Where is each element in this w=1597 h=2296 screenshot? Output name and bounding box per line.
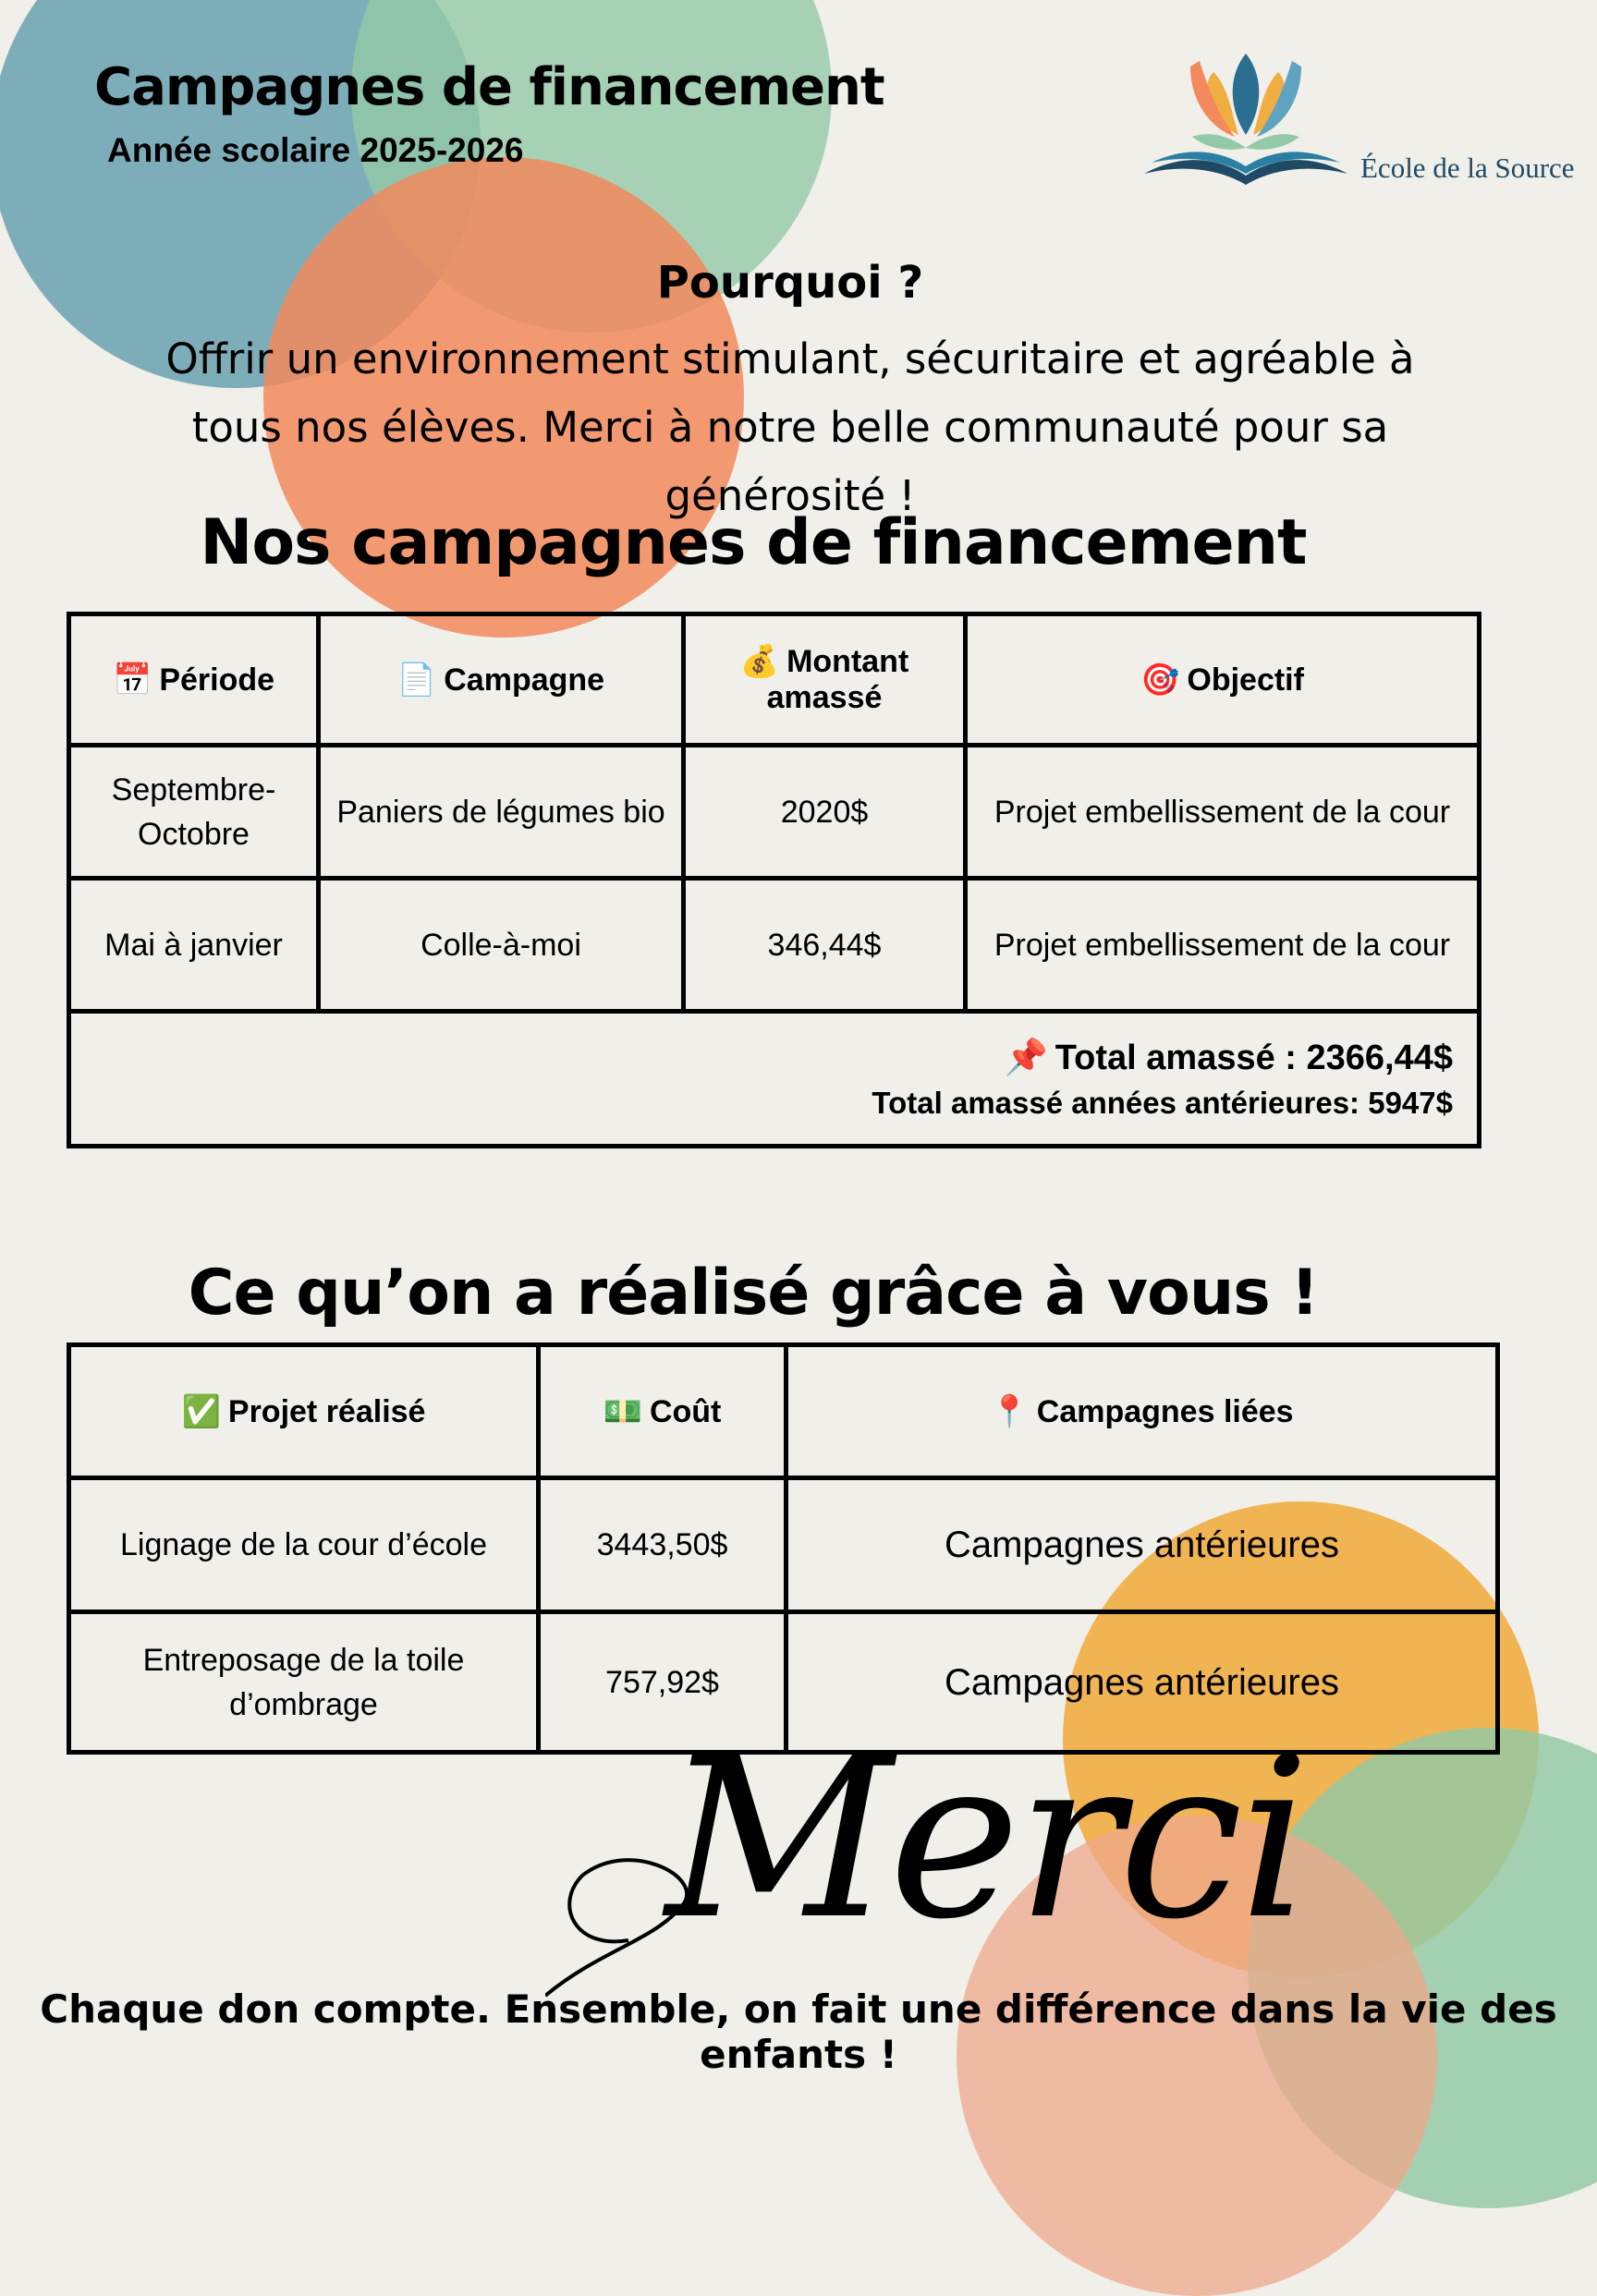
total-raised: 📌 Total amassé : 2366,44$ (80, 1033, 1453, 1082)
cell-period: Septembre-Octobre (69, 746, 319, 879)
total-previous-years: Total amassé années antérieures: 5947$ (872, 1086, 1453, 1120)
col-header-goal: 🎯 Objectif (966, 614, 1480, 746)
merci-text: Merci (665, 1709, 1307, 1968)
achievements-table (67, 1342, 1500, 1755)
lotus-book-icon (1135, 35, 1357, 201)
col-header-campaign: 📄 Campagne (319, 614, 684, 746)
cell-goal: Projet embellissement de la cour (966, 746, 1480, 879)
cell-cost: 3443,50$ (539, 1478, 786, 1612)
cell-linked-campaigns: Campagnes antérieures (786, 1478, 1498, 1612)
campaigns-heading: Nos campagnes de financement (200, 506, 1307, 579)
table-row (69, 1478, 1498, 1612)
pin-icon: 📍 (990, 1392, 1030, 1430)
calendar-icon: 📅 (112, 661, 152, 699)
cell-goal: Projet embellissement de la cour (966, 879, 1480, 1012)
campaigns-table (67, 612, 1481, 1148)
cell-campaign: Colle-à-moi (319, 879, 684, 1012)
pushpin-icon: 📌 (1004, 1037, 1048, 1077)
totals-row (69, 1012, 1480, 1147)
footer-message: Chaque don compte. Ensemble, on fait une différence dans la vie des enfants ! (40, 1986, 1557, 2077)
cell-period: Mai à janvier (69, 879, 319, 1012)
cell-linked-campaigns: Campagnes antérieures (786, 1612, 1498, 1753)
check-icon: ✅ (181, 1392, 221, 1430)
col-header-linked-campaigns: 📍 Campagnes liées (786, 1345, 1498, 1478)
target-icon: 🎯 (1140, 661, 1180, 699)
why-heading: Pourquoi ? (656, 257, 924, 309)
page-title: Campagnes de financement (94, 57, 884, 117)
col-header-amount: 💰 Montant amassé (684, 614, 966, 746)
cell-amount: 346,44$ (684, 879, 966, 1012)
cell-amount: 2020$ (684, 746, 966, 879)
school-name: École de la Source (1360, 152, 1575, 184)
cell-project: Entreposage de la toile d’ombrage (69, 1612, 539, 1753)
cell-project: Lignage de la cour d’école (69, 1478, 539, 1612)
col-header-project: ✅ Projet réalisé (69, 1345, 539, 1478)
table-row (69, 879, 1480, 1012)
why-text: Offrir un environnement stimulant, sécuritaire et agréable à tous nos élèves. Merci à notre belle communauté pour sa générosité ! (165, 334, 1415, 520)
cell-campaign: Paniers de légumes bio (319, 746, 684, 879)
merci-signature (545, 1709, 1307, 2005)
table-header-row (69, 614, 1480, 746)
money-bag-icon: 💰 (739, 643, 780, 680)
table-row (69, 746, 1480, 879)
table-header-row (69, 1345, 1498, 1478)
achievements-heading: Ce qu’on a réalisé grâce à vous ! (188, 1257, 1319, 1330)
col-header-cost: 💵 Coût (539, 1345, 786, 1478)
banknote-icon: 💵 (603, 1392, 642, 1430)
document-icon: 📄 (396, 661, 437, 699)
school-year: Année scolaire 2025-2026 (107, 131, 524, 169)
school-logo (1135, 35, 1575, 201)
totals-cell (69, 1012, 1480, 1147)
col-header-period: 📅 Période (69, 614, 319, 746)
cell-cost: 757,92$ (539, 1612, 786, 1753)
